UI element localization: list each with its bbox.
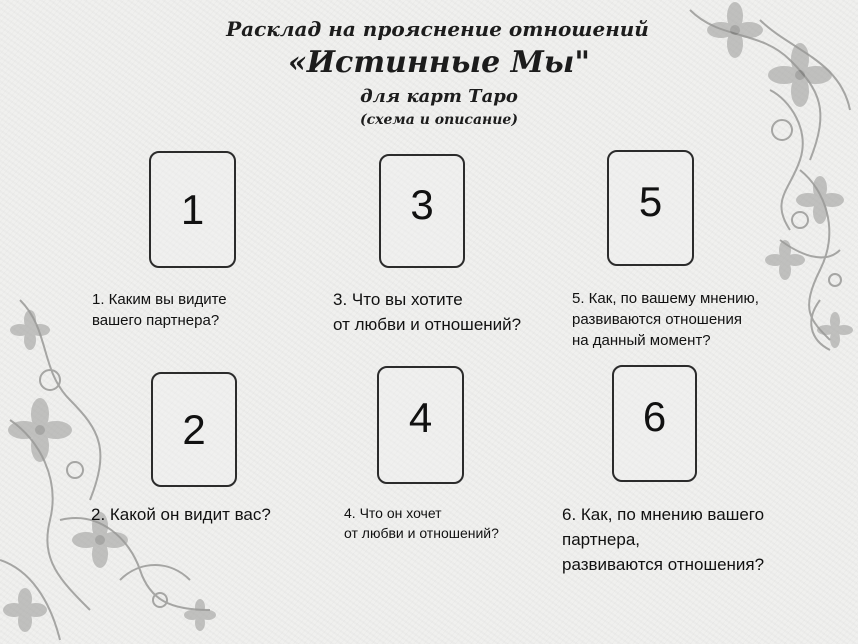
card-position-6 <box>612 365 697 482</box>
title-line-1: Расклад на прояснение отношений <box>226 17 649 41</box>
card-number: 6 <box>642 392 667 440</box>
question-5: 5. Как, по вашему мнению, развиваются отношения на данный момент? <box>572 290 759 349</box>
title-line-2: «Истинные Мы" <box>287 45 591 80</box>
card-position-4 <box>377 366 464 484</box>
title-line-4: (схема и описание) <box>360 112 518 128</box>
question-1: 1. Каким вы видите вашего партнера? <box>92 291 227 329</box>
card-position-3 <box>379 154 465 268</box>
card-number: 1 <box>180 185 205 233</box>
question-2: 2. Какой он видит вас? <box>91 505 271 524</box>
title-line-3: для карт Таро <box>360 86 518 107</box>
question-6: 6. Как, по мнению вашего партнера, развиваются отношения? <box>562 505 765 574</box>
card-number: 5 <box>638 178 663 225</box>
question-4: 4. Что он хочет от любви и отношений? <box>344 505 499 541</box>
question-3: 3. Что вы хотите от любви и отношений? <box>333 290 522 334</box>
card-position-2 <box>151 372 237 487</box>
card-number: 3 <box>410 181 434 228</box>
card-number: 2 <box>182 405 206 453</box>
card-number: 4 <box>408 394 433 441</box>
card-position-1 <box>149 151 236 268</box>
card-position-5 <box>607 150 694 266</box>
